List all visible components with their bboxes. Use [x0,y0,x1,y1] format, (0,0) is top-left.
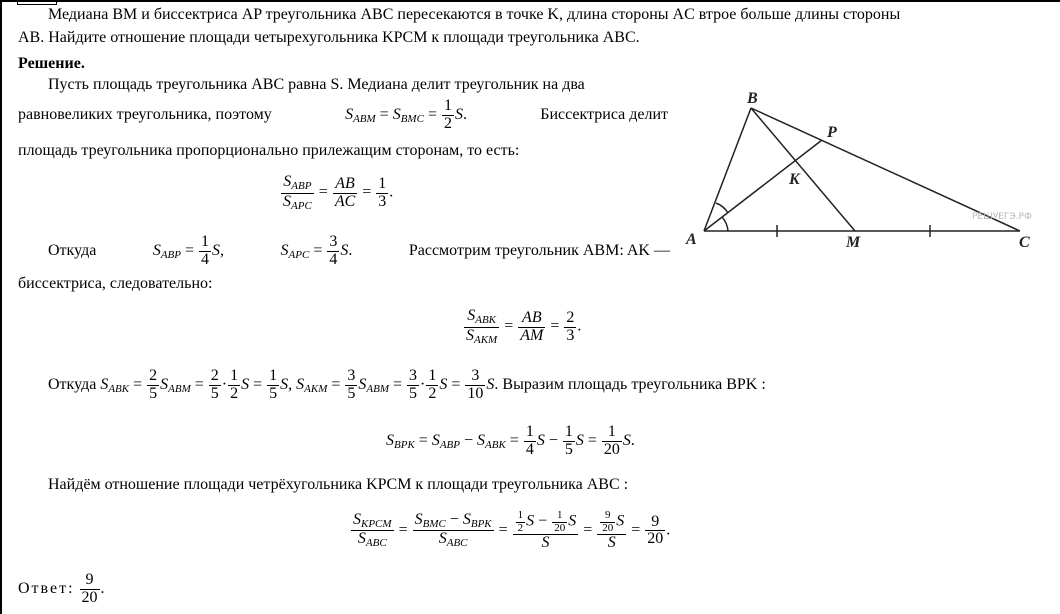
label-p: P [827,124,837,141]
label-m: M [846,234,861,251]
triangle-figure-svg [684,86,1036,256]
label-k: K [789,171,800,188]
triangle-figure [684,86,1036,256]
watermark: РЕШУЕГЭ.РФ [972,212,1032,222]
angle-arc-1 [716,203,728,213]
solution-p1-line2-text-b: Биссектриса делит [540,106,668,124]
solution-p1-line3: площадь треугольника пропорционально прилежащим сторонам, то есть: [18,142,520,159]
solution-p1-line2-text-a: равновеликих треугольника, поэтому [18,106,272,124]
solution-heading: Решение. [18,55,85,72]
solution-p2-text-b: Рассмотрим треугольник ABM: AK — [408,242,670,260]
formula-final-ratio: $\frac{S_{KPCM}}{S_{ABC}}$ = $\frac{S_{BMC} - S_{BPK}}{S_{ABC}}$ = $\frac{1}{2}$ S − $\frac{1}{20}$ S S = $\frac{9}{20}$ S S = $\frac{9}{20}$ . [353,509,671,552]
formula-ratio-abk-akm: $\frac{S_{ABK}}{S_{AKM}}$ = $\frac{AB}{AM}$ = $\frac{2}{3}$ . [466,307,582,346]
formula-ratio-abp-apc: $\frac{S_{ABP}}{S_{APC}}$ = $\frac{AB}{AC}$ = $\frac{1}{3}$ . [283,173,394,212]
problem-line-2: AB. Найдите отношение площади четырехугольника KPCM к площади треугольника ABC. [18,29,640,46]
page-frame-left [0,0,2,614]
formula-sapc: $S_{APC}$ = $\frac{3}{4}$ S. [280,233,353,268]
label-c: C [1019,234,1030,251]
angle-arc-2 [722,217,728,231]
solution-p3 [48,368,766,403]
solution-p1-line1: Пусть площадь треугольника ABC равна S. Медиана делит треугольник на два [48,76,585,93]
solution-p2-line1 [48,234,670,269]
solution-p1-line2 [18,98,668,133]
label-a: A [686,231,697,248]
formula-sabk-sakm: $S_{ABK}$ = $\frac{2}{5}$ $S_{ABM}$ = $\frac{2}{5}$ · $\frac{1}{2}$ S = $\frac{1}{5}$ S, $S_{AKM}$ = $\frac{3}{5}$ $S_{ABM}$ = $\frac{3}{5}$ · $\frac{1}{2}$ S = $\frac{3}{10}$ S. [100,367,499,402]
page-tab-mark [17,0,57,5]
solution-p3-text-a: Откуда [48,375,97,393]
label-b: B [747,90,758,107]
problem-line-1: Медиана BM и биссектриса AP треугольника ABC пересекаются в точке K, длина стороны AC втрое больше длины стороны [48,6,901,23]
formula-sabm-sbmc: $S_{ABM} = S_{BMC}$ = $\frac{1}{2}$ S. [345,97,467,132]
solution-p2-text-a: Откуда [48,242,97,260]
answer-label: Ответ: [18,579,75,597]
solution-p2-line2: биссектриса, следовательно: [18,275,213,292]
solution-p3-text-b: Выразим площадь треугольника BPK : [502,375,766,393]
median-bm [751,108,855,231]
answer-value: $\frac{9}{20}$ [81,571,98,606]
answer: Ответ: $\frac{9}{20}$ . [18,571,105,606]
page-frame-top [0,0,1060,2]
solution-p4: Найдём отношение площади четрёхугольника KPCM к площади треугольника ABC : [48,476,629,493]
formula-sabp: $S_{ABP}$ = $\frac{1}{4}$ S, [152,233,225,268]
formula-sbpk: $S_{BPK} = S_{ABP} - S_{ABK}$ = $\frac{1}{4}$ S − $\frac{1}{5}$ S = $\frac{1}{20}$ S. [386,423,635,458]
